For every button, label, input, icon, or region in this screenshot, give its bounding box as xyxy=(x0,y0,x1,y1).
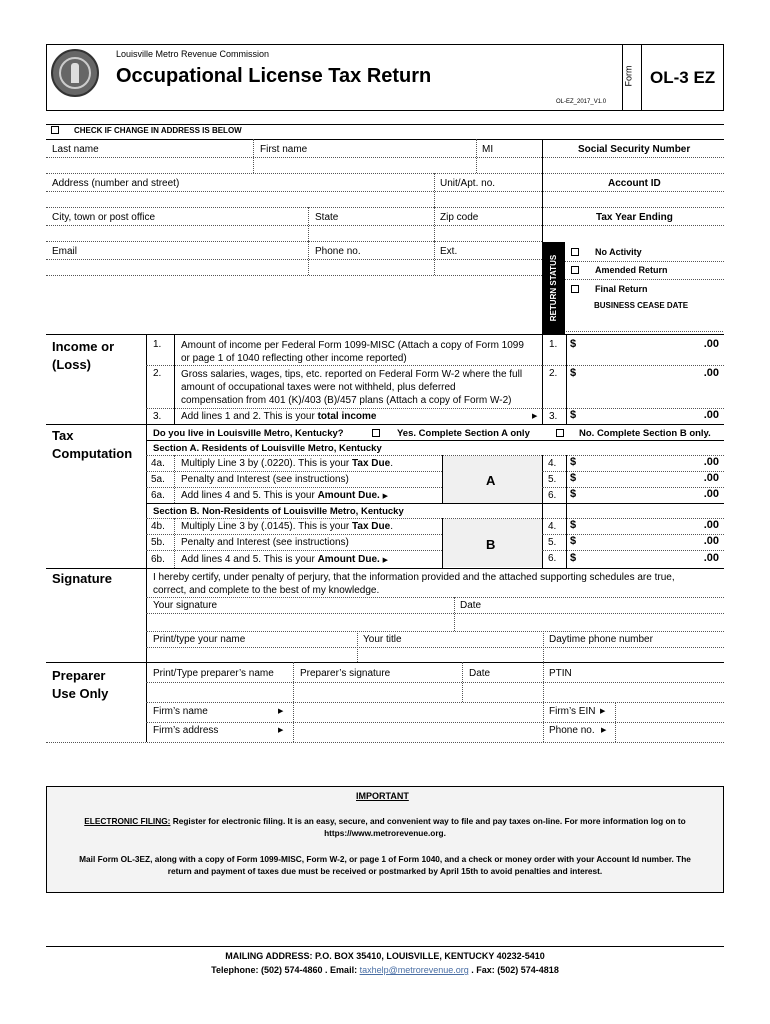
line2-text: Gross salaries, wages, tips, etc. reported on Federal Form W-2 where the full amount of occupational taxes were not withheld, plus deferred compensation from 401 (K)/403 (B)/457 plans (Attach a copy of Form W-2) xyxy=(181,369,523,406)
line3-number: 3. xyxy=(153,411,162,422)
tax-heading: Tax Computation xyxy=(52,428,133,461)
mi-label: MI xyxy=(482,144,494,155)
ext-field[interactable] xyxy=(435,260,541,275)
print-name-field[interactable] xyxy=(147,648,356,662)
line4a-number: 4a. xyxy=(151,458,165,469)
line5b-text: Penalty and Interest (see instructions) xyxy=(181,537,349,548)
box5b-label: 5. xyxy=(548,537,557,548)
preparer-name-field[interactable] xyxy=(147,683,292,702)
unit-field[interactable] xyxy=(435,192,541,207)
line4a-amount-field[interactable]: $ .00 xyxy=(570,456,719,468)
firm-name-arrow-icon: ▶ xyxy=(278,708,284,715)
footer-mailing-address: MAILING ADDRESS: P.O. BOX 35410, LOUISVILLE, KENTUCKY 40232-5410 xyxy=(225,951,545,961)
form-version: OL-EZ_2017_V1.0 xyxy=(556,99,607,105)
box4a-label: 4. xyxy=(548,458,557,469)
final-return-label: Final Return xyxy=(595,284,648,294)
firm-name-label: Firm’s name xyxy=(153,706,208,717)
income-heading: Income or (Loss) xyxy=(52,339,115,372)
last-name-field[interactable] xyxy=(47,158,252,173)
box4b-label: 4. xyxy=(548,521,557,532)
preparer-date-label: Date xyxy=(469,668,491,679)
email-field[interactable] xyxy=(47,260,307,275)
box1-label: 1. xyxy=(549,339,558,350)
address-change-checkbox[interactable] xyxy=(51,126,59,134)
resident-yes-label: Yes. Complete Section A only xyxy=(397,428,530,439)
line5b-amount-field[interactable]: $ .00 xyxy=(570,535,719,547)
preparer-heading: Preparer Use Only xyxy=(52,668,109,701)
line6b-amount-field[interactable]: $ .00 xyxy=(570,552,719,564)
amended-label: Amended Return xyxy=(595,265,668,275)
line5a-number: 5a. xyxy=(151,474,165,485)
signature-heading: Signature xyxy=(52,571,112,586)
line6b-text: Add lines 4 and 5. This is your Amount Due. ▶ xyxy=(181,554,388,565)
signature-date-field[interactable] xyxy=(455,614,723,631)
section-b-letter: B xyxy=(486,537,496,552)
cease-date-label: BUSINESS CEASE DATE xyxy=(594,301,689,310)
line1-text: Amount of income per Federal Form 1099-MISC (Attach a copy of Form 1099 or page 1 of 1040 reflecting other income reported) xyxy=(181,340,524,364)
return-status-label: RETURN STATUS xyxy=(549,254,558,322)
phone-field[interactable] xyxy=(309,260,433,275)
state-label: State xyxy=(315,212,339,223)
tax-year-field[interactable] xyxy=(543,226,723,241)
city-field[interactable] xyxy=(47,226,307,241)
box6a-label: 6. xyxy=(548,490,557,501)
address-field[interactable] xyxy=(47,192,433,207)
resident-no-label: No. Complete Section B only. xyxy=(579,428,711,439)
electronic-filing-text: ELECTRONIC FILING: Register for electronic filing. It is an easy, secure, and convenient way to file and pay taxes on-line. For more information log on to https://www.metrorevenue.org. xyxy=(84,816,686,838)
line3-text: Add lines 1 and 2. This is your total income xyxy=(181,411,377,422)
firm-address-field[interactable] xyxy=(294,723,542,741)
line5b-number: 5b. xyxy=(151,537,165,548)
preparer-signature-label: Preparer’s signature xyxy=(300,668,391,679)
firm-ein-label: Firm’s EIN xyxy=(549,706,596,717)
preparer-phone-field[interactable] xyxy=(616,723,723,741)
ptin-label: PTIN xyxy=(549,668,572,679)
box3-label: 3. xyxy=(549,411,558,422)
line6b-number: 6b. xyxy=(151,554,165,565)
line5a-amount-field[interactable]: $ .00 xyxy=(570,472,719,484)
email-link[interactable]: taxhelp@metrorevenue.org xyxy=(359,965,469,975)
form-title: Occupational License Tax Return xyxy=(116,65,432,87)
preparer-phone-label: Phone no. xyxy=(549,725,595,736)
cease-date-field[interactable] xyxy=(566,312,723,332)
zip-field[interactable] xyxy=(435,226,541,241)
no-activity-label: No Activity xyxy=(595,247,642,257)
ext-label: Ext. xyxy=(440,246,458,257)
firm-name-field[interactable] xyxy=(294,703,542,721)
your-title-label: Your title xyxy=(363,634,402,645)
final-return-checkbox[interactable] xyxy=(571,285,579,293)
line3-arrow-icon: ▶ xyxy=(532,413,538,420)
mailing-instructions: Mail Form OL-3EZ, along with a copy of Form 1099-MISC, Form W-2, or page 1 of Form 1040, and a check or money order with your Account Id number. The return and payment of taxes due must be received or postmarked by April 15th to avoid penalties and interest. xyxy=(79,854,691,876)
ssn-field[interactable] xyxy=(543,158,723,173)
account-id-field[interactable] xyxy=(543,192,723,207)
line2-amount-field[interactable]: $ .00 xyxy=(570,367,719,379)
line4b-number: 4b. xyxy=(151,521,165,532)
your-signature-label: Your signature xyxy=(153,600,218,611)
box2-label: 2. xyxy=(549,368,558,379)
zip-label: Zip code xyxy=(440,212,479,223)
print-name-label: Print/type your name xyxy=(153,634,246,645)
preparer-name-label: Print/Type preparer’s name xyxy=(153,668,274,679)
last-name-label: Last name xyxy=(52,144,99,155)
line6a-text: Add lines 4 and 5. This is your Amount Due. ▶ xyxy=(181,490,388,501)
section-b-title: Section B. Non-Residents of Louisville Metro, Kentucky xyxy=(153,506,404,517)
preparer-date-field[interactable] xyxy=(463,683,542,702)
metro-revenue-link[interactable]: https://www.metrorevenue.org. xyxy=(324,828,446,838)
daytime-phone-label: Daytime phone number xyxy=(549,634,653,645)
mi-field[interactable] xyxy=(477,158,541,173)
section-a-title: Section A. Residents of Louisville Metro, Kentucky xyxy=(153,443,382,454)
daytime-phone-field[interactable] xyxy=(544,648,723,662)
line5a-text: Penalty and Interest (see instructions) xyxy=(181,474,349,485)
phone-label: Phone no. xyxy=(315,246,361,257)
firm-ein-arrow-icon: ▶ xyxy=(600,708,606,715)
unit-label: Unit/Apt. no. xyxy=(440,178,496,189)
city-label: City, town or post office xyxy=(52,212,156,223)
section-a-letter: A xyxy=(486,473,496,488)
firm-address-arrow-icon: ▶ xyxy=(278,727,284,734)
line6a-number: 6a. xyxy=(151,490,165,501)
no-activity-checkbox[interactable] xyxy=(571,248,579,256)
account-id-label: Account ID xyxy=(608,178,661,189)
tax-year-label: Tax Year Ending xyxy=(596,212,673,223)
address-label: Address (number and street) xyxy=(52,178,180,189)
louisville-seal-logo xyxy=(51,49,99,97)
email-label: Email xyxy=(52,246,78,257)
residency-question: Do you live in Louisville Metro, Kentucky? xyxy=(153,428,344,439)
form-word: Form xyxy=(623,65,634,87)
line3-amount-field[interactable]: $ .00 xyxy=(570,409,719,421)
address-change-label: CHECK IF CHANGE IN ADDRESS IS BELOW xyxy=(74,126,242,135)
first-name-label: First name xyxy=(260,144,308,155)
ptin-field[interactable] xyxy=(544,683,723,702)
line4b-amount-field[interactable]: $ .00 xyxy=(570,519,719,531)
your-title-field[interactable] xyxy=(358,648,542,662)
first-name-field[interactable] xyxy=(254,158,475,173)
preparer-signature-field[interactable] xyxy=(294,683,461,702)
signature-date-label: Date xyxy=(460,600,482,611)
resident-no-checkbox[interactable] xyxy=(556,429,564,437)
firm-ein-field[interactable] xyxy=(616,703,723,721)
ssn-label: Social Security Number xyxy=(578,144,691,155)
important-title: IMPORTANT xyxy=(356,791,409,801)
line4b-text: Multiply Line 3 by (.0145). This is your Tax Due. xyxy=(181,521,393,532)
form-number: OL-3 EZ xyxy=(650,68,716,87)
resident-yes-checkbox[interactable] xyxy=(372,429,380,437)
box6b-label: 6. xyxy=(548,553,557,564)
state-field[interactable] xyxy=(309,226,433,241)
amended-checkbox[interactable] xyxy=(571,266,579,274)
your-signature-field[interactable] xyxy=(147,614,453,631)
preparer-phone-arrow-icon: ▶ xyxy=(601,727,607,734)
certification-text: I hereby certify, under penalty of perjury, that the information provided and the attached supporting schedules are true, correct, and complete to the best of my knowledge. xyxy=(153,572,675,596)
line1-number: 1. xyxy=(153,339,162,350)
line4a-text: Multiply Line 3 by (.0220). This is your Tax Due. xyxy=(181,458,393,469)
firm-address-label: Firm’s address xyxy=(153,725,219,736)
line1-amount-field[interactable]: $ .00 xyxy=(570,338,719,350)
line2-number: 2. xyxy=(153,368,162,379)
agency-name: Louisville Metro Revenue Commission xyxy=(116,49,270,59)
box5a-label: 5. xyxy=(548,474,557,485)
footer-contact: Telephone: (502) 574-4860 . Email: taxhelp@metrorevenue.org . Fax: (502) 574-4818 xyxy=(211,965,559,975)
line6a-amount-field[interactable]: $ .00 xyxy=(570,488,719,500)
